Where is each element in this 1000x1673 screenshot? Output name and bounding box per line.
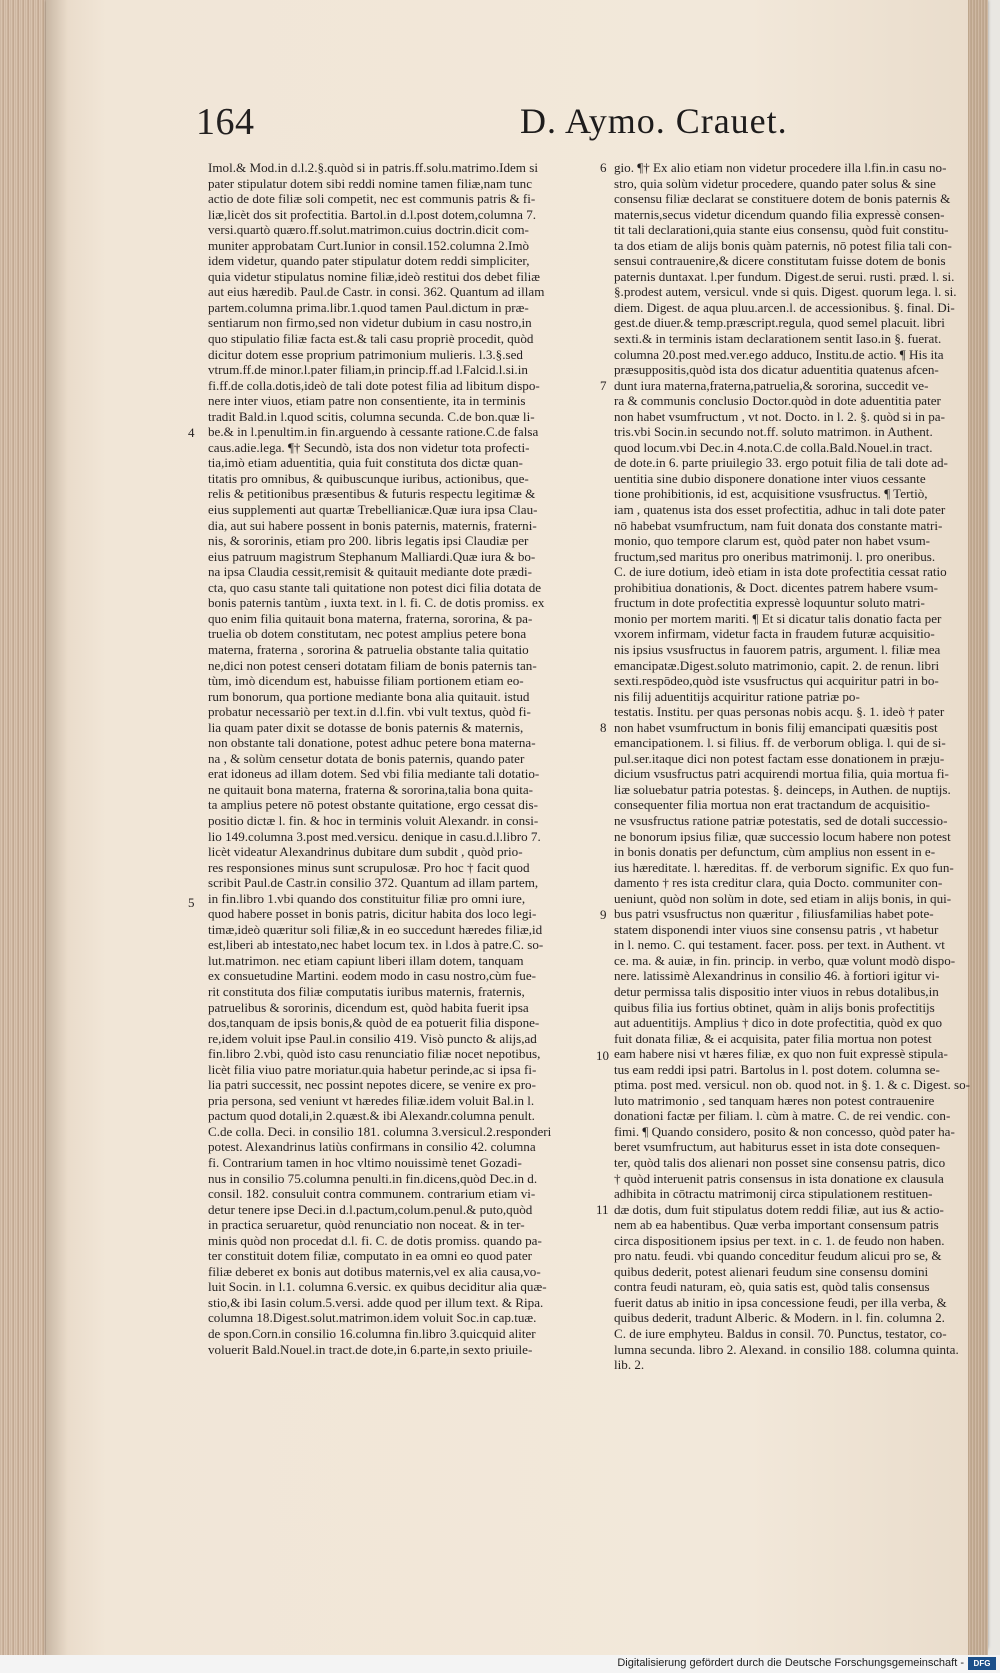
- text-line: bus patri vsusfructus non quæritur , filiusfamilias habet pote-: [614, 906, 934, 922]
- margin-number: 9: [600, 907, 607, 922]
- text-line: consensu filiæ declarat se constituere dotem de bonis paternis &: [614, 191, 951, 207]
- text-line: pro natu. feudi. vbi quando conceditur feudum alicui pro se, &: [614, 1248, 942, 1264]
- text-line: sentiarum non firmo,sed non videtur dubium in casu nostro,in: [208, 315, 532, 331]
- text-line: sexti.& in terminis istam declarationem sentit Iaso.in §. fuerat.: [614, 331, 942, 347]
- text-line: diem. Digest. de aqua pluu.arcen.l. de accessionibus. §. final. Di-: [614, 299, 955, 315]
- text-line: cta, quo casu stante tali quitatione non potest dici filia dotata de: [208, 579, 542, 595]
- text-line: dicium vsusfructus patri acquirendi mortua filia, quia mortua fi-: [614, 766, 949, 782]
- text-line: gest.de diuer.& temp.præscript.regula, quod semel placuit. libri: [614, 315, 945, 331]
- text-line: rum bonorum, qua portione mediante bona alia quitauit. istud: [208, 688, 530, 704]
- text-line: nem ab ea habentibus. Quæ verba important consensum patris: [614, 1217, 939, 1233]
- text-line: dicitur dotem esse proprium patrimonium mulieris. l.3.§.sed: [208, 346, 523, 362]
- text-line: fi.ff.de colla.dotis,ideò de tali dote potest filia ad libitum dispo-: [208, 377, 540, 393]
- text-line: be.& in l.penultim.in fin.arguendo à cessante ratione.C.de falsa: [208, 424, 539, 440]
- text-line: ne bonorum ipsius filiæ, quæ successio locum habere non potest: [614, 828, 951, 844]
- text-line: dos,tanquam de ipsis bonis,& quòd de ea potuerit filia dispone-: [208, 1015, 540, 1031]
- margin-number: 11: [596, 1202, 609, 1217]
- text-line: gio. ¶† Ex alio etiam non videtur procedere illa l.fin.in casu no-: [614, 160, 947, 175]
- footer-credit: Digitalisierung gefördert durch die Deutsche Forschungsgemeinschaft -: [617, 1657, 964, 1669]
- text-line: ta amplius petere nō potest obstante quitatione, ergo cessat dis-: [208, 797, 538, 813]
- text-line: aut eius hæredib. Paul.de Castr. in consi. 362. Quantum ad illam: [208, 284, 545, 300]
- text-line: testatis. Institu. per quas personas nobis acqu. §. 1. ideò † pater: [614, 704, 945, 720]
- text-line: eius supplementi aut quartæ Trebellianicæ.Quæ iura ipsa Clau-: [208, 502, 538, 518]
- text-line: nō habebat vsumfructum, nam fuit donata dos constante matri-: [614, 517, 943, 533]
- text-line: vxorem infirmam, videtur facta in fraudem futuræ acquisitio-: [614, 626, 935, 642]
- text-line: dæ dotis, dum fuit stipulatus dotem reddi filiæ, aut ius & actio-: [614, 1201, 944, 1217]
- text-line: aut aduentitijs. Amplius † dico in dote profectitia, quòd ex quo: [614, 1015, 943, 1031]
- text-line: ius hæreditate. l. hæreditas. ff. de verborum signific. Ex quo fun-: [614, 859, 954, 875]
- text-line: idem videtur, quando pater stipulatur dotem reddi simpliciter,: [208, 253, 530, 269]
- text-line: nere inter viuos, etiam patre non consentiente, ita in terminis: [208, 393, 526, 409]
- text-line: C. de iure dotium, ideò etiam in ista dote profectitia cessat ratio: [614, 564, 947, 580]
- text-line: positio dictæ l. fin. & hoc in terminis voluit Alexandr. in consi-: [208, 812, 539, 828]
- text-line: ueniunt, quòd non solùm in dote, sed etiam in alijs bonis, in qui-: [614, 890, 952, 906]
- text-line: præsuppositis,quòd ista dos dicatur aduentitia quatenus afcen-: [614, 362, 939, 378]
- text-line: damento † res ista creditur clara, quia Docto. communiter con-: [614, 875, 943, 891]
- right-text-column: [614, 160, 974, 1373]
- text-line: monio, quo tempore clarum est, quòd pater non habet vsum-: [614, 533, 930, 549]
- text-line: sensui contrauenire,& dicere constitutam fuisse dotem de bonis: [614, 253, 946, 269]
- text-line: statem disponendi inter viuos sine consensu patris , vt habetur: [614, 921, 939, 937]
- text-line: nis ipsius vsusfructus in fauorem patris, argument. l. filiæ mea: [614, 641, 941, 657]
- text-line: pria persona, sed veniunt vt hæredes filiæ.idem voluit Bal.in l.: [208, 1092, 535, 1108]
- text-line: beret vsumfructum, aut habiturus esset in ista dote consequen-: [614, 1139, 941, 1155]
- text-line: stro, quia solùm videtur procedere, quando pater solus & sine: [614, 175, 936, 191]
- text-line: in bonis donatis per defunctum, cùm amplius non essent in e-: [614, 844, 936, 860]
- margin-number: 7: [600, 378, 607, 393]
- text-line: est,liberi ab intestato,nec habet locum tex. in l.dos à patre.C. so-: [208, 937, 544, 953]
- text-line: rit constituta dos filiæ computatis iuribus maternis, fraternis,: [208, 983, 525, 999]
- text-line: truelia ob dotem constitutam, nec potest amplius petere bona: [208, 626, 527, 642]
- text-line: lut.matrimon. nec etiam capiunt liberi illam dotem, tanquam: [208, 952, 524, 968]
- text-line: tit tali declarationi,quia stante eius consensu, quòd fuit constitu-: [614, 222, 949, 238]
- text-line: dunt iura materna,fraterna,patruelia,& sororina, succedit ve-: [614, 377, 929, 393]
- text-line: monio per mortem mariti. ¶ Et si dicatur talis donatio facta per: [614, 610, 942, 626]
- text-line: timæ,ideò quæritur soli filiæ,& in eo succedunt hæredes filiæ,id: [208, 921, 543, 937]
- text-line: quibus dederit, potest alienari feudum sine consensu domini: [614, 1263, 929, 1279]
- text-line: versi.quartò quæro.ff.solut.matrimon.cuius doctrin.dicit com-: [208, 222, 529, 238]
- text-line: tus eam reddi ipsi patri. Bartolus in l. post dotem. columna se-: [614, 1061, 940, 1077]
- text-line: eius patruum magistrum Stephanum Malliardi.Quæ iura & bo-: [208, 548, 536, 564]
- text-line: nis, & sororinis, etiam pro 200. libris legatis ipsi Claudiæ per: [208, 533, 529, 549]
- text-line: ra & communis conclusio Doctor.quòd in dote aduentitia pater: [614, 393, 941, 409]
- text-line: muniter approbatam Curt.Iunior in consil.152.columna 2.Imò: [208, 237, 530, 253]
- text-line: potest. Alexandrinus latiùs confirmans in consilio 42. columna: [208, 1139, 536, 1155]
- text-line: emancipatæ.Digest.soluto matrimonio, capit. 2. de renun. libri: [614, 657, 940, 673]
- text-line: na ipsa Claudia cessit,remisit & quitauit mediante dote prædi-: [208, 564, 532, 580]
- margin-number: 4: [188, 425, 195, 440]
- text-line: pul.ser.itaque dici non potest factam esse donationem in præju-: [614, 750, 945, 766]
- text-line: ne,dici non potest censeri dotatam filiam de bonis paternis tan-: [208, 657, 537, 673]
- text-line: de spon.Corn.in consilio 16.columna fin.libro 3.quicquid aliter: [208, 1326, 536, 1342]
- text-line: quibus dederit, tradunt Alberic. & Modern. in l. fin. columna 2.: [614, 1310, 945, 1326]
- text-line: tradit Bald.in l.quod scitis, columna secunda. C.de bon.quæ li-: [208, 408, 535, 424]
- text-line: fructum in dote profectitia expressè loquuntur soluto matri-: [614, 595, 925, 611]
- text-line: minis quòd non procedat d.l. fi. C. de dotis promiss. quando pa-: [208, 1232, 542, 1248]
- running-head: D. Aymo. Crauet.: [520, 101, 788, 141]
- text-line: fi. Contrarium tamen in hoc vltimo nouissimè tenet Gozadi-: [208, 1155, 522, 1170]
- text-line: lia patri successit, nec possint nepotes dicere, se venire ex pro-: [208, 1077, 536, 1093]
- text-line: pater stipulatur dotem sibi reddi nomine tamen filiæ,nam tunc: [208, 175, 532, 191]
- text-line: † quòd interuenit patris consensus in ista donatione ex clausula: [614, 1170, 944, 1186]
- text-line: Imol.& Mod.in d.l.2.§.quòd si in patris.ff.solu.matrimo.Idem si: [208, 160, 538, 175]
- text-line: quo stipulatio filiæ facta est.& tali casu propriè procedit, quòd: [208, 331, 534, 347]
- text-line: quo enim filia quitauit bona materna, fraterna, sororina, & pa-: [208, 610, 533, 626]
- text-line: erat idoneus ad illam dotem. Sed vbi filia mediante tali dotatio-: [208, 766, 540, 782]
- text-line: prohibitiua donationis, & Doct. dicentes patrem habere vsum-: [614, 579, 938, 595]
- text-line: paternis duntaxat. l.per fundum. Digest.de serui. rusti. præd. l. si.: [614, 268, 955, 284]
- margin-number: 6: [600, 160, 607, 175]
- digitization-footer: [0, 1655, 1000, 1673]
- text-line: ex consuetudine Martini. eodem modo in casu nostro,cùm fue-: [208, 968, 536, 984]
- text-line: fimi. ¶ Quando considero, posito & non concesso, quòd pater ha-: [614, 1123, 955, 1139]
- text-line: na , & solùm censetur dotata de bonis paternis, quando pater: [208, 750, 525, 766]
- text-line: liæ soluebatur patria potestas. §. deinceps, in Authen. de nuptijs.: [614, 781, 951, 797]
- text-line: bonis paternis tantùm , iuxta text. in l. fi. C. de dotis promiss. ex: [208, 595, 545, 611]
- text-line: maternis,secus videtur dicendum quando filia expressè consen-: [614, 206, 945, 222]
- text-line: nere. latissimè Alexandrinus in consilio 46. à fortiori igitur vi-: [614, 968, 940, 984]
- text-line: columna 20.post med.ver.ego adduco, Institu.de actio. ¶ His ita: [614, 346, 944, 362]
- text-line: liæ,licèt dos sit profectitia. Bartol.in d.l.post dotem,columna 7.: [208, 206, 537, 222]
- text-line: iam , quatenus ista dos esset profectitia, adhuc in tali dote pater: [614, 502, 946, 518]
- text-line: licèt filia viuo patre moriatur.quia habetur perinde,ac si ipsa fi-: [208, 1061, 537, 1077]
- text-line: licèt videatur Alexandrinus dubitare dum subdit , quòd prio-: [208, 844, 523, 860]
- text-line: sexti.respōdeo,quòd iste vsusfructus qui acquiritur patri in bo-: [614, 673, 939, 689]
- text-line: in l. nemo. C. qui testament. facer. poss. per text. in Authent. vt: [614, 937, 945, 953]
- page-header: [140, 100, 960, 150]
- text-line: §.prodest autem, versicul. vnde si quis. Digest. quorum lega. l. si.: [614, 284, 957, 300]
- text-line: quod locum.vbi Dec.in 4.nota.C.de colla.Bald.Nouel.in tract.: [614, 439, 933, 455]
- text-line: contra feudi naturam, eò, quia satis est, quòd talis consensus: [614, 1279, 930, 1295]
- text-line: tione prohibitionis, id est, acquisitione vsusfructus. ¶ Tertiò,: [614, 486, 928, 502]
- text-line: nus in consilio 75.columna penulti.in fin.dicens,quòd Dec.in d.: [208, 1170, 538, 1186]
- text-line: ce. ma. & auiæ, in fin. princip. in verbo, quæ volunt modò dispo-: [614, 952, 956, 968]
- text-line: ter, quòd talis dos alienari non posset sine consensu patris, dico: [614, 1155, 946, 1170]
- text-line: uentitia sine dubio disponere donatione inter viuos cessante: [614, 470, 926, 486]
- text-line: de dote.in 6. parte priuilegio 33. ergo potuit filia de tali dote ad-: [614, 455, 948, 471]
- text-line: dia, aut sui habere possent in bonis paternis, maternis, fraterni-: [208, 517, 537, 533]
- text-line: materna, fraterna , sororina & patruelia obstante talia quitatio: [208, 641, 529, 657]
- text-line: C.de colla. Deci. in consilio 181. columna 3.versicul.2.responderi: [208, 1123, 552, 1139]
- text-line: quibus filia ius fortius obtinet, quàm in alijs bonis profectitijs: [614, 999, 935, 1015]
- text-line: tia,imò etiam aduentitia, quia fuit constituta dos dictæ quan-: [208, 455, 523, 471]
- text-line: tùm, imò dicendum est, habuisse filiam portionem etiam eo-: [208, 673, 524, 689]
- text-line: donationi factæ per filiam. l. cùm à matre. C. de rei vendic. con-: [614, 1108, 951, 1124]
- text-line: tris.vbi Socin.in secundo not.ff. soluto matrimon. in Authent.: [614, 424, 933, 440]
- text-line: quia videtur stipulatus nomine filiæ,ideò restitui dos debet filiæ: [208, 268, 541, 284]
- text-line: pactum quod dotali,in 2.quæst.& ibi Alexandr.columna penult.: [208, 1108, 535, 1124]
- text-line: ne quitauit bona materna, fraterna & sororina,talia bona quita-: [208, 781, 534, 797]
- text-line: adhibita in cōtractu matrimonij circa stipulationem restituen-: [614, 1186, 933, 1202]
- text-line: non obstante tali donatione, potest adhuc petere bona materna-: [208, 735, 536, 751]
- text-line: C. de iure emphyteu. Baldus in consil. 70. Punctus, testator, co-: [614, 1326, 947, 1342]
- text-line: actio de dote filiæ soli competit, nec est communis patris & fi-: [208, 191, 536, 207]
- text-line: fructum,sed maritus pro oneribus matrimonij. l. pro oneribus.: [614, 548, 936, 564]
- text-line: patruelibus & sororinis, dicendum est, quòd habita fuerit ipsa: [208, 999, 529, 1015]
- text-line: non habet vsumfructum , vt not. Docto. in l. 2. §. quòd si in pa-: [614, 408, 945, 424]
- page-number: 164: [196, 101, 255, 143]
- text-line: caus.adie.lega. ¶† Secundò, ista dos non videtur tota profecti-: [208, 439, 530, 455]
- text-line: luit Socin. in l.1. columna 6.versic. ex quibus deciditur alia quæ-: [208, 1279, 547, 1295]
- text-line: probatur necessariò per text.in d.l.fin. vbi vult textus, quòd fi-: [208, 704, 531, 720]
- text-line: scribit Paul.de Castr.in consilio 372. Quantum ad illam partem,: [208, 875, 539, 891]
- margin-number: 8: [600, 720, 607, 735]
- text-line: consil. 182. consuluit contra communem. contrarium etiam vi-: [208, 1186, 536, 1202]
- text-line: in fin.libro 1.vbi quando dos constituitur filiæ pro omni iure,: [208, 890, 526, 906]
- text-line: nis filij aduentitijs acquiritur ratione patriæ po-: [614, 688, 860, 704]
- text-line: ter constituit dotem filiæ, computato in ea omni eo quod pater: [208, 1248, 532, 1264]
- text-line: fuerit datus ab initio in ipsa concessione feudi, per illa verba, &: [614, 1294, 947, 1310]
- text-line: emancipationem. l. si filius. ff. de verborum obliga. l. qui de si-: [614, 735, 946, 751]
- text-line: vtrum.ff.de minor.l.pater filiam,in princip.ff.ad l.Falcid.l.si.in: [208, 362, 528, 378]
- text-line: relis & petitionibus præsentibus & futuris respectu legitimæ &: [208, 486, 536, 502]
- text-line: consequenter filia mortua non erat tractandum de acquisitio-: [614, 797, 930, 813]
- left-text-column: [208, 160, 590, 1357]
- text-line: luto matrimonio , sed tanquam hæres non potest contrauenire: [614, 1092, 935, 1108]
- text-line: lumna secunda. libro 2. Alexand. in consilio 188. columna quinta.: [614, 1341, 959, 1357]
- text-line: ptima. post med. versicul. non ob. quod not. in §. 1. & c. Digest. so-: [614, 1077, 971, 1093]
- text-line: partem.columna prima.libr.1.quod tamen Paul.dictum in præ-: [208, 299, 529, 315]
- text-line: non habet vsumfructum in bonis filij emancipati quæsitis post: [614, 719, 938, 735]
- text-line: re,idem voluit ipse Paul.in consilio 419. Visò puncto & alijs,ad: [208, 1030, 537, 1046]
- text-line: stio,& ibi Iasin colum.5.versi. adde quod per illum text. & Ripa.: [208, 1294, 544, 1310]
- margin-number: 5: [188, 895, 195, 910]
- text-line: titatis pro omnibus, & quibuscunque iuribus, actionibus, que-: [208, 470, 529, 486]
- text-line: eam habere nisi vt hæres filiæ, ex quo non fuit expressè stipula-: [614, 1046, 948, 1062]
- text-line: quod habere posset in bonis patris, dicitur habita dos loco legi-: [208, 906, 537, 922]
- text-line: circa dispositionem ipsius per text. in c. 1. de feudo non haben.: [614, 1232, 945, 1248]
- text-line: ta dos etiam de alijs bonis quàm paternis, nō potest filia tali con-: [614, 237, 952, 253]
- text-line: lib. 2.: [614, 1357, 645, 1373]
- text-line: detur permissa talis dispositio inter viuos in rebus dotalibus,in: [614, 983, 939, 999]
- text-line: columna 18.Digest.solut.matrimon.idem voluit Soc.in cap.tuæ.: [208, 1310, 537, 1326]
- text-line: res responsiones minus sunt scrupulosæ. Pro hoc † facit quod: [208, 859, 530, 875]
- text-line: fuit donata filiæ, & ei acquisita, pater filia mortua non potest: [614, 1030, 932, 1046]
- margin-number: 10: [596, 1048, 609, 1063]
- text-line: voluerit Bald.Nouel.in tract.de dote,in 6.parte,in sexto priuile-: [208, 1341, 533, 1357]
- text-line: filiæ deberet ex bonis aut dotibus maternis,vel ex alia causa,vo-: [208, 1263, 541, 1279]
- text-line: lio 149.columna 3.post med.versicu. denique in casu.d.l.libro 7.: [208, 828, 541, 844]
- dfg-logo-icon: DFG: [968, 1657, 996, 1670]
- text-line: ne vsusfructus ratione patriæ potestatis, sed de dotali successio-: [614, 812, 948, 828]
- text-line: detur tenere ipse Deci.in d.l.pactum,colum.penul.& puto,quòd: [208, 1201, 533, 1217]
- text-line: fin.libro 2.vbi, quòd isto casu renunciatio filiæ nocet nepotibus,: [208, 1046, 541, 1062]
- text-line: in practica seruaretur, quòd renunciatio non noceat. & in ter-: [208, 1217, 525, 1233]
- text-line: lia quam pater dixit se dotasse de bonis paternis & maternis,: [208, 719, 524, 735]
